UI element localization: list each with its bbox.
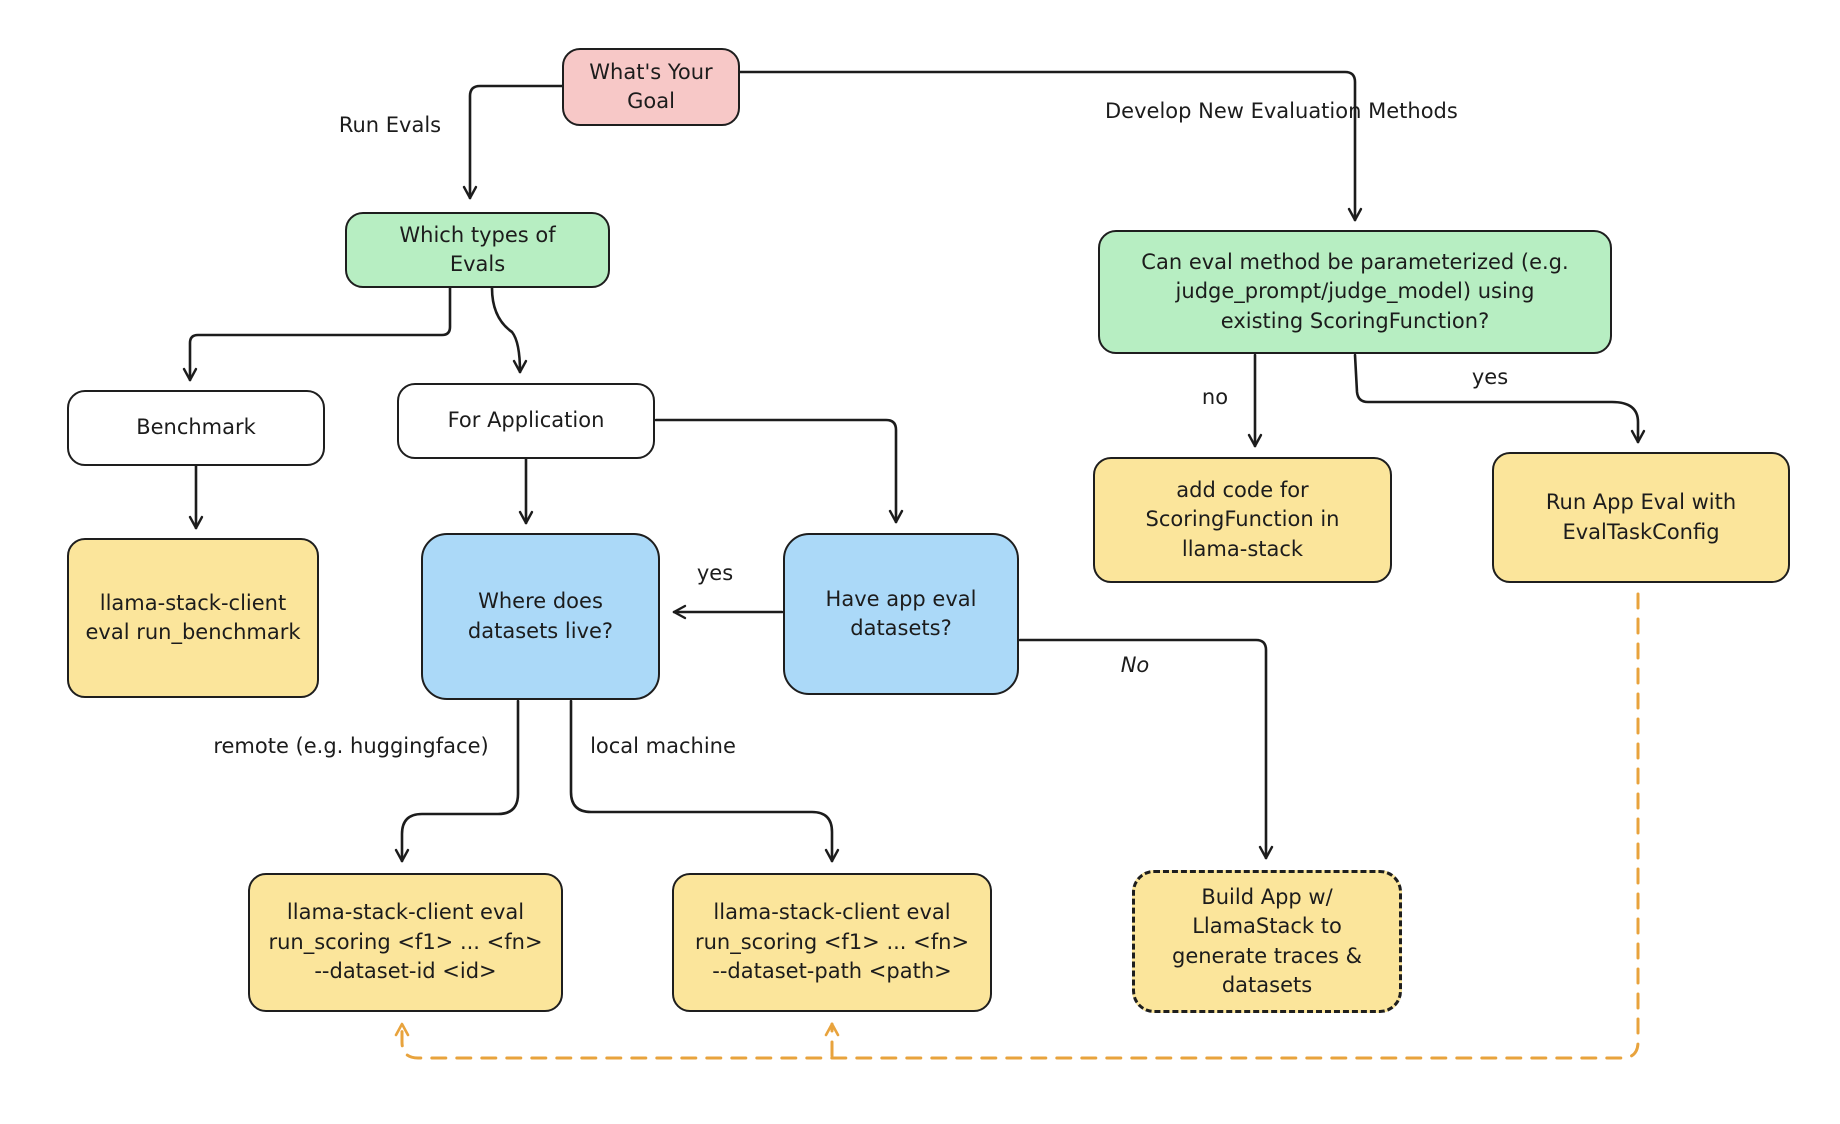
node-benchmark [67, 390, 325, 466]
node-text: generate traces & [1171, 943, 1362, 968]
node-text: llama-stack-client [99, 590, 287, 615]
node-text: Evals [449, 252, 506, 276]
node-run-scoring-dataset-id [248, 873, 563, 1012]
node-text: For Application [447, 408, 605, 433]
node-text: datasets? [850, 616, 952, 640]
node-text: Where does [478, 589, 603, 614]
node-can-eval-method-be-parameterized [1098, 230, 1612, 354]
edge-label-develop-new-evaluation-methods [1105, 98, 1458, 125]
node-text: --dataset-id <id> [314, 959, 497, 984]
node-text: EvalTaskConfig [1562, 519, 1720, 544]
edge-where-datasets-remote-to-run-scoring-id [402, 701, 518, 861]
edge-label-yes-right: yes [1471, 365, 1509, 389]
node-run-benchmark-command [67, 538, 319, 698]
node-text: What's Your [589, 59, 713, 84]
edge-goal-to-which-types [470, 86, 562, 198]
node-add-code-scoringfunction [1093, 457, 1392, 583]
node-have-app-eval-datasets [783, 533, 1019, 695]
node-run-scoring-dataset-path [672, 873, 992, 1012]
edge-label-no-mid: No [1120, 653, 1150, 677]
node-text: LlamaStack to [1192, 914, 1342, 939]
edge-label-remote-huggingface: remote (e.g. huggingface) [213, 734, 489, 758]
node-text: add code for [1176, 477, 1309, 502]
edge-label-yes-mid: yes [696, 561, 734, 585]
edge-label-local-machine: local machine [590, 734, 736, 758]
node-text: llama-stack-client eval [286, 900, 525, 925]
edge-label-line: Methods [1368, 99, 1458, 123]
node-whats-your-goal [562, 48, 740, 126]
edge-where-datasets-local-to-run-scoring-path [571, 701, 832, 861]
edge-which-types-to-for-application [492, 288, 520, 372]
node-text: --dataset-path <path> [712, 959, 952, 984]
edge-for-application-to-have-datasets [656, 420, 896, 522]
node-text: ScoringFunction in [1145, 507, 1340, 532]
node-text: Goal [627, 89, 675, 113]
edge-goal-to-can-parameterize [740, 72, 1355, 220]
node-text: Can eval method be parameterized (e.g. [1141, 249, 1569, 274]
node-text: run_scoring <f1> ... <fn> [694, 929, 970, 954]
node-build-app-llamastack [1132, 870, 1402, 1013]
node-text: eval run_benchmark [85, 620, 301, 644]
node-text: Have app eval [825, 586, 977, 611]
node-text: Build App w/ [1201, 884, 1333, 909]
edge-label-run-evals: Run Evals [338, 113, 442, 137]
node-text: existing ScoringFunction? [1220, 308, 1490, 333]
node-where-does-datasets-live [421, 533, 660, 700]
edge-which-types-to-benchmark [190, 288, 450, 380]
edge-label-line: Develop New Evaluation [1105, 99, 1362, 123]
node-which-types-of-evals [345, 212, 610, 288]
node-text: llama-stack [1181, 536, 1304, 561]
node-text: run_scoring <f1> ... <fn> [268, 929, 543, 954]
node-text: Benchmark [136, 415, 256, 440]
node-text: Run App Eval with [1545, 490, 1737, 515]
node-for-application [397, 383, 655, 459]
node-text: datasets live? [467, 618, 614, 643]
node-run-app-eval-evaltaskconfig [1492, 452, 1790, 583]
node-text: llama-stack-client eval [713, 900, 951, 925]
node-text: datasets [1221, 972, 1313, 997]
node-text: judge_prompt/judge_model) using [1175, 279, 1535, 304]
node-text: Which types of [399, 222, 556, 247]
edge-label-no-right: no [1201, 385, 1229, 409]
